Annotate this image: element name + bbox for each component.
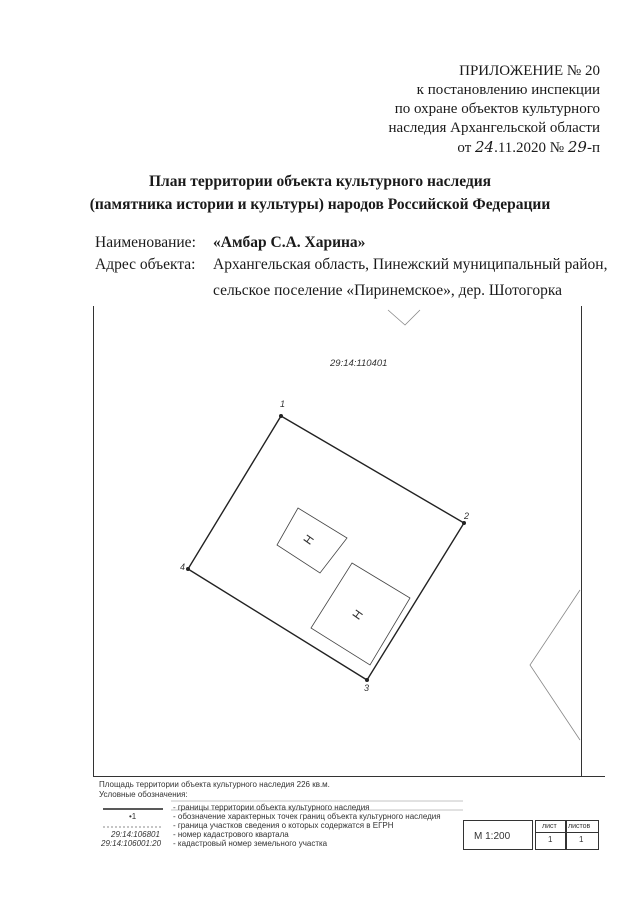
boundary-point-4	[186, 567, 190, 571]
map-legend	[93, 776, 605, 849]
sheet-label: лист	[542, 823, 557, 830]
point-label-3: 3	[364, 683, 370, 693]
date-day-handwritten: 24	[475, 138, 495, 156]
boundary-point-2	[462, 521, 466, 525]
object-name-value: «Амбар С.А. Харина»	[213, 234, 366, 251]
object-address-line-1: Архангельская область, Пинежский муниципальный район,	[213, 256, 608, 273]
point-label-1: 1	[280, 399, 286, 409]
date-prefix: от	[457, 140, 472, 156]
sheets-label: листов	[568, 823, 591, 830]
territory-boundary	[188, 416, 464, 680]
point-label-2: 2	[464, 511, 470, 521]
neighbour-boundary-right	[530, 590, 580, 740]
appendix-line-3: по охране объектов культурного	[394, 101, 600, 117]
plan-title-line-1: План территории объекта культурного наследия	[148, 173, 492, 190]
legend-item-quarter: - номер кадастрового квартала	[173, 830, 289, 839]
legend-item-points: - обозначение характерных точек границ объекта культурного наследия	[173, 812, 441, 821]
legend-sample-point: •1	[129, 812, 137, 821]
building-1-label: Н	[300, 532, 317, 548]
object-name-label: Наименование:	[95, 234, 196, 251]
legend-item-parcel-number: - кадастровый номер земельного участка	[173, 839, 328, 848]
sheets-number: 1	[579, 835, 584, 844]
quarter-number-label: 29:14:110401	[330, 358, 388, 369]
object-address-line-2: сельское поселение «Пиринемское», дер. Шотогорка	[213, 282, 563, 299]
appendix-title: ПРИЛОЖЕНИЕ № 20	[459, 63, 600, 79]
sheets-box	[565, 820, 599, 850]
appendix-line-2: к постановлению инспекции	[416, 82, 600, 98]
legend-sample-parcel-number: 29:14:106001:20	[101, 839, 162, 848]
point-label-4: 4	[180, 562, 186, 572]
plan-title-line-2: (памятника истории и культуры) народов Российской Федерации	[89, 196, 551, 213]
sheet-box	[535, 820, 567, 850]
decree-number-handwritten: 29	[567, 138, 587, 156]
scale-value: М 1:200	[474, 831, 511, 842]
legend-item-parcels: - граница участков сведения о которых содержатся в ЕГРН	[173, 821, 394, 830]
scale-box	[463, 820, 533, 850]
legend-item-territory: - границы территории объекта культурного наследия	[173, 803, 370, 812]
object-address-label: Адрес объекта:	[95, 256, 196, 273]
legend-heading: Условные обозначения:	[99, 790, 188, 799]
decree-number-suffix: -п	[586, 140, 600, 156]
boundary-point-1	[279, 414, 283, 418]
legend-sample-quarter: 29:14:106801	[111, 830, 160, 839]
building-2-label: Н	[349, 607, 366, 623]
boundary-point-3	[365, 678, 369, 682]
neighbour-boundary-top	[388, 310, 420, 325]
area-text: Площадь территории объекта культурного наследия 226 кв.м.	[99, 780, 330, 789]
date-rest: .11.2020 №	[494, 140, 565, 156]
sheet-number: 1	[548, 835, 553, 844]
appendix-line-4: наследия Архангельской области	[388, 120, 600, 136]
